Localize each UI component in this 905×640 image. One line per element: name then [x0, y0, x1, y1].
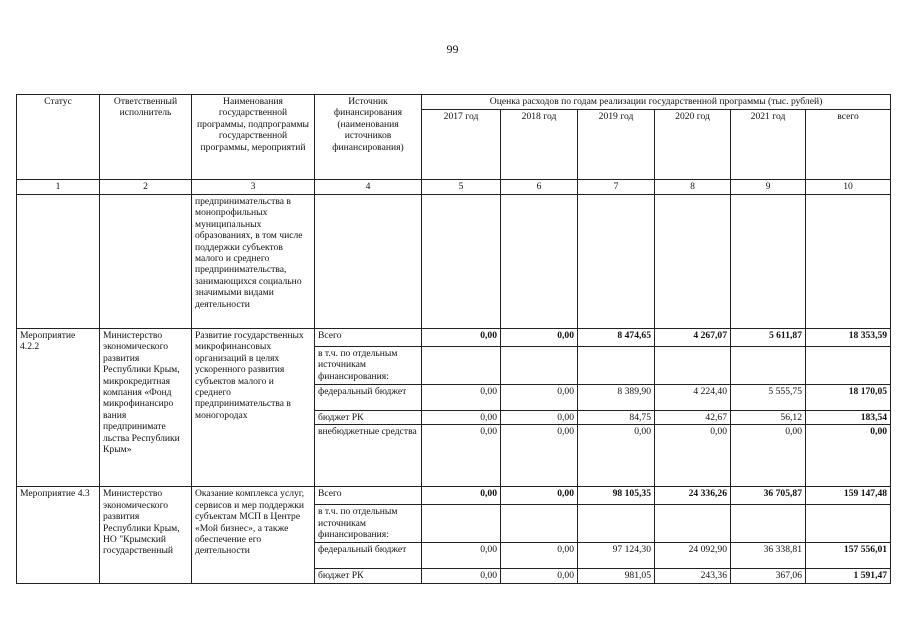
- source-cell: бюджет РК: [315, 411, 422, 425]
- value-cell: 1 591,47: [806, 569, 891, 583]
- measure-status: Мероприятие 4.2.2: [17, 329, 100, 487]
- measure-name: Оказание комплекса услуг, сервисов и мер поддержки субъектам МСП в Центре «Мой бизнес», а также обеспечение его деятельности: [192, 487, 315, 583]
- source-cell: федеральный бюджет: [315, 385, 422, 411]
- column-index: 2: [100, 180, 192, 195]
- value-cell: 8 389,90: [578, 385, 655, 411]
- value-cell: [501, 505, 578, 543]
- value-cell: [422, 347, 501, 385]
- header-year: 2020 год: [655, 110, 731, 180]
- value-cell: 4 267,07: [655, 329, 731, 347]
- value-cell: 5 555,75: [731, 385, 806, 411]
- header-year: 2017 год: [422, 110, 501, 180]
- source-cell: в т.ч. по отдельным источникам финансирования:: [315, 347, 422, 385]
- value-cell: 0,00: [731, 425, 806, 487]
- continuation-text: предпринимательства в монопрофильных муниципальных образованиях, в том числе поддержки субъектов малого и среднего предпринимательства, занимающихся социально значимыми видами деятельности: [192, 195, 315, 329]
- column-index: 7: [578, 180, 655, 195]
- table-row: [17, 329, 891, 347]
- header-total: всего: [806, 110, 891, 180]
- source-cell: в т.ч. по отдельным источникам финансирования:: [315, 505, 422, 543]
- header-executor: Ответственный исполнитель: [100, 95, 192, 180]
- source-cell: внебюджетные средства: [315, 425, 422, 487]
- value-cell: [655, 347, 731, 385]
- column-index: 4: [315, 180, 422, 195]
- value-cell: 56,12: [731, 411, 806, 425]
- value-cell: 0,00: [501, 425, 578, 487]
- measure-executor: Министерство экономического развития Республики Крым, микрокредитная компания «Фонд микрофинансиро вания предпринимате льства Республики Крым»: [100, 329, 192, 487]
- value-cell: 183,54: [806, 411, 891, 425]
- value-cell: 0,00: [422, 385, 501, 411]
- value-cell: [501, 347, 578, 385]
- value-cell: 0,00: [422, 487, 501, 505]
- value-cell: 0,00: [501, 385, 578, 411]
- value-cell: [578, 347, 655, 385]
- value-cell: 0,00: [422, 425, 501, 487]
- table-row: [17, 195, 891, 329]
- value-cell: 36 705,87: [731, 487, 806, 505]
- column-index: 10: [806, 180, 891, 195]
- header-program: Наименования государственной программы, подпрограммы государственной программы, мероприятий: [192, 95, 315, 180]
- value-cell: 0,00: [578, 425, 655, 487]
- value-cell: 0,00: [655, 425, 731, 487]
- header-year: 2021 год: [731, 110, 806, 180]
- value-cell: 159 147,48: [806, 487, 891, 505]
- header-year: 2019 год: [578, 110, 655, 180]
- value-cell: [806, 505, 891, 543]
- value-cell: 4 224,40: [655, 385, 731, 411]
- value-cell: 24 092,90: [655, 543, 731, 569]
- header-year: 2018 год: [501, 110, 578, 180]
- column-index: 3: [192, 180, 315, 195]
- value-cell: 5 611,87: [731, 329, 806, 347]
- source-cell: бюджет РК: [315, 569, 422, 583]
- value-cell: 0,00: [422, 411, 501, 425]
- source-cell: Всего: [315, 329, 422, 347]
- column-index: 6: [501, 180, 578, 195]
- value-cell: 0,00: [501, 569, 578, 583]
- source-cell: федеральный бюджет: [315, 543, 422, 569]
- value-cell: 0,00: [501, 543, 578, 569]
- page-number: 99: [446, 42, 459, 56]
- value-cell: 36 338,81: [731, 543, 806, 569]
- value-cell: [422, 505, 501, 543]
- value-cell: 243,36: [655, 569, 731, 583]
- value-cell: 0,00: [422, 543, 501, 569]
- measure-name: Развитие государственных микрофинансовых организаций в целях ускоренного развития субъектов малого и среднего предпринимательства в моногородах: [192, 329, 315, 487]
- value-cell: 0,00: [501, 411, 578, 425]
- column-index: 5: [422, 180, 501, 195]
- value-cell: [731, 347, 806, 385]
- source-cell: Всего: [315, 487, 422, 505]
- value-cell: 8 474,65: [578, 329, 655, 347]
- value-cell: [655, 505, 731, 543]
- value-cell: 0,00: [501, 329, 578, 347]
- value-cell: 367,06: [731, 569, 806, 583]
- value-cell: 981,05: [578, 569, 655, 583]
- value-cell: 157 556,01: [806, 543, 891, 569]
- value-cell: 42,67: [655, 411, 731, 425]
- value-cell: 24 336,26: [655, 487, 731, 505]
- value-cell: 0,00: [422, 569, 501, 583]
- value-cell: 98 105,35: [578, 487, 655, 505]
- header-source: Источник финансирования (наименования источников финансирования): [315, 95, 422, 180]
- header-status: Статус: [17, 95, 100, 180]
- value-cell: 0,00: [501, 487, 578, 505]
- column-index-row: [17, 180, 891, 195]
- measure-executor: Министерство экономического развития Республики Крым, НО "Крымский государственный: [100, 487, 192, 583]
- value-cell: 18 170,05: [806, 385, 891, 411]
- value-cell: 97 124,30: [578, 543, 655, 569]
- column-index: 9: [731, 180, 806, 195]
- header-estimate: Оценка расходов по годам реализации государственной программы (тыс. рублей): [422, 95, 891, 110]
- value-cell: 0,00: [806, 425, 891, 487]
- value-cell: [731, 505, 806, 543]
- column-index: 8: [655, 180, 731, 195]
- measure-status: Мероприятие 4.3: [17, 487, 100, 583]
- budget-table: [16, 94, 891, 584]
- column-index: 1: [17, 180, 100, 195]
- value-cell: 18 353,59: [806, 329, 891, 347]
- value-cell: [578, 505, 655, 543]
- value-cell: [806, 347, 891, 385]
- table-row: [17, 487, 891, 505]
- value-cell: 84,75: [578, 411, 655, 425]
- value-cell: 0,00: [422, 329, 501, 347]
